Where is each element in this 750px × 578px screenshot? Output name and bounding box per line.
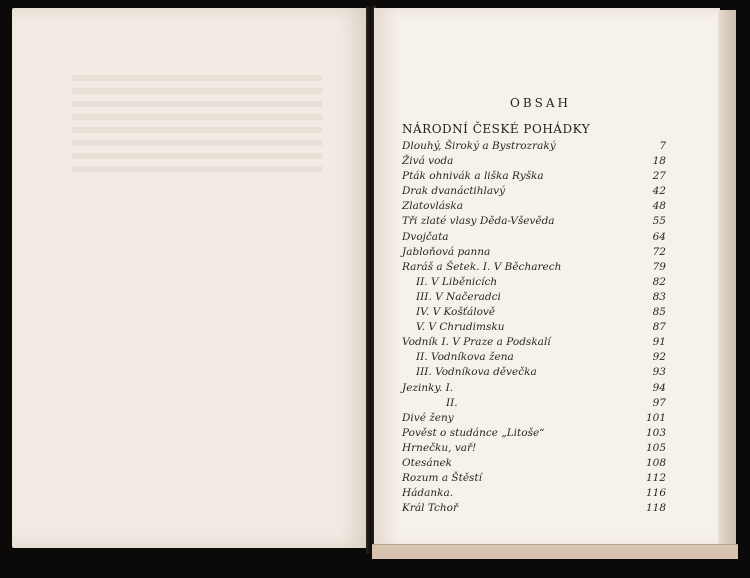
toc-entry bbox=[402, 350, 666, 365]
toc-entry-page: 91 bbox=[652, 336, 666, 349]
toc-entry-page: 64 bbox=[652, 230, 666, 243]
toc-entry-label: V. V Chrudimsku bbox=[416, 321, 505, 334]
toc-entry bbox=[402, 381, 666, 396]
toc-entry bbox=[402, 154, 666, 169]
toc-entry-label: II. bbox=[446, 396, 458, 409]
toc-entry-page: 82 bbox=[652, 275, 666, 288]
toc-entry-page: 48 bbox=[652, 200, 666, 213]
toc-entry-label: Pověst o studánce „Litoše“ bbox=[402, 426, 545, 439]
toc-entry bbox=[402, 486, 666, 501]
toc-entry bbox=[402, 184, 666, 199]
toc-entry-page: 105 bbox=[645, 441, 666, 454]
toc-entry-label: Jezinky. I. bbox=[402, 381, 454, 394]
toc-entry bbox=[402, 169, 666, 184]
toc-entry-page: 94 bbox=[652, 381, 666, 394]
cover-edge bbox=[372, 544, 738, 559]
toc-entry-label: Vodník I. V Praze a Podskalí bbox=[402, 336, 551, 349]
toc-entry-label: Hádanka. bbox=[402, 487, 454, 500]
left-page bbox=[12, 8, 368, 548]
toc-entry-label: IV. V Košťálově bbox=[416, 306, 496, 319]
toc-entry-page: 42 bbox=[652, 185, 666, 198]
toc-entry-label: Hrnečku, vař! bbox=[402, 441, 477, 454]
toc-entry-label: Otesánek bbox=[402, 456, 453, 469]
toc-entry bbox=[402, 471, 666, 486]
toc-entry bbox=[402, 426, 666, 441]
toc-entry-page: 7 bbox=[659, 140, 666, 152]
toc-entry bbox=[402, 396, 666, 411]
bleed-through-text bbox=[72, 68, 322, 179]
toc-entry-page: 103 bbox=[645, 426, 666, 439]
toc-entry-page: 108 bbox=[645, 456, 666, 469]
toc-entry-label: II. Vodníkova žena bbox=[416, 351, 514, 364]
toc-entry-label: Pták ohnivák a liška Ryška bbox=[402, 170, 544, 183]
toc-entry-page: 83 bbox=[652, 290, 666, 303]
toc-entry-page: 118 bbox=[645, 502, 666, 515]
toc-entry-label: Král Tchoř bbox=[402, 502, 458, 515]
toc-entry-page: 92 bbox=[652, 351, 666, 364]
toc-entry bbox=[402, 139, 666, 154]
toc-entry-page: 93 bbox=[652, 366, 666, 379]
toc-entry-label: Divé ženy bbox=[402, 411, 454, 424]
toc-entry bbox=[402, 335, 666, 350]
toc-entry-label: Rozum a Štěstí bbox=[402, 472, 483, 485]
toc-entry-label: III. V Načeradci bbox=[416, 290, 501, 303]
toc-entry-page: 85 bbox=[652, 306, 666, 319]
page-title: OBSAH bbox=[510, 96, 572, 110]
toc-entry bbox=[402, 411, 666, 426]
toc-entry-label: Dlouhý, Široký a Bystrozraký bbox=[402, 140, 556, 152]
toc-entry-label: II. V Liběnicích bbox=[416, 275, 498, 288]
toc-entry-label: Živá voda bbox=[402, 155, 454, 168]
toc-entry bbox=[402, 199, 666, 214]
toc-entry-page: 27 bbox=[652, 170, 666, 183]
toc-entry-label: Zlatovláska bbox=[402, 200, 464, 213]
toc-entry-label: Jabloňová panna bbox=[402, 245, 491, 258]
toc-entry-label: Dvojčata bbox=[402, 230, 449, 243]
toc-entry bbox=[402, 320, 666, 335]
toc-entry bbox=[402, 456, 666, 471]
toc-entry bbox=[402, 214, 666, 229]
toc-entry bbox=[402, 305, 666, 320]
page-edges bbox=[718, 10, 736, 552]
toc-entry bbox=[402, 275, 666, 290]
toc-entry-page: 116 bbox=[645, 487, 666, 500]
toc-entry-page: 97 bbox=[652, 396, 666, 409]
toc-entry bbox=[402, 290, 666, 305]
toc-entry bbox=[402, 441, 666, 456]
toc-entry bbox=[402, 245, 666, 260]
toc-entry-label: Tři zlaté vlasy Děda-Vševěda bbox=[402, 215, 555, 228]
section-heading: NÁRODNÍ ČESKÉ POHÁDKY bbox=[402, 122, 591, 136]
toc-entry bbox=[402, 230, 666, 245]
toc-entry bbox=[402, 260, 666, 275]
table-of-contents bbox=[402, 139, 666, 516]
toc-entry-label: Drak dvanáctihlavý bbox=[402, 185, 506, 198]
toc-entry-page: 112 bbox=[645, 472, 666, 485]
toc-entry-page: 72 bbox=[652, 245, 666, 258]
toc-entry-page: 87 bbox=[652, 321, 666, 334]
toc-entry-page: 101 bbox=[645, 411, 666, 424]
toc-entry-page: 79 bbox=[652, 260, 666, 273]
toc-entry bbox=[402, 365, 666, 380]
toc-entry bbox=[402, 501, 666, 516]
toc-entry-page: 18 bbox=[652, 155, 666, 168]
toc-entry-label: III. Vodníkova děvečka bbox=[416, 366, 537, 379]
toc-entry-label: Raráš a Šetek. I. V Běcharech bbox=[402, 260, 562, 273]
toc-entry-page: 55 bbox=[652, 215, 666, 228]
